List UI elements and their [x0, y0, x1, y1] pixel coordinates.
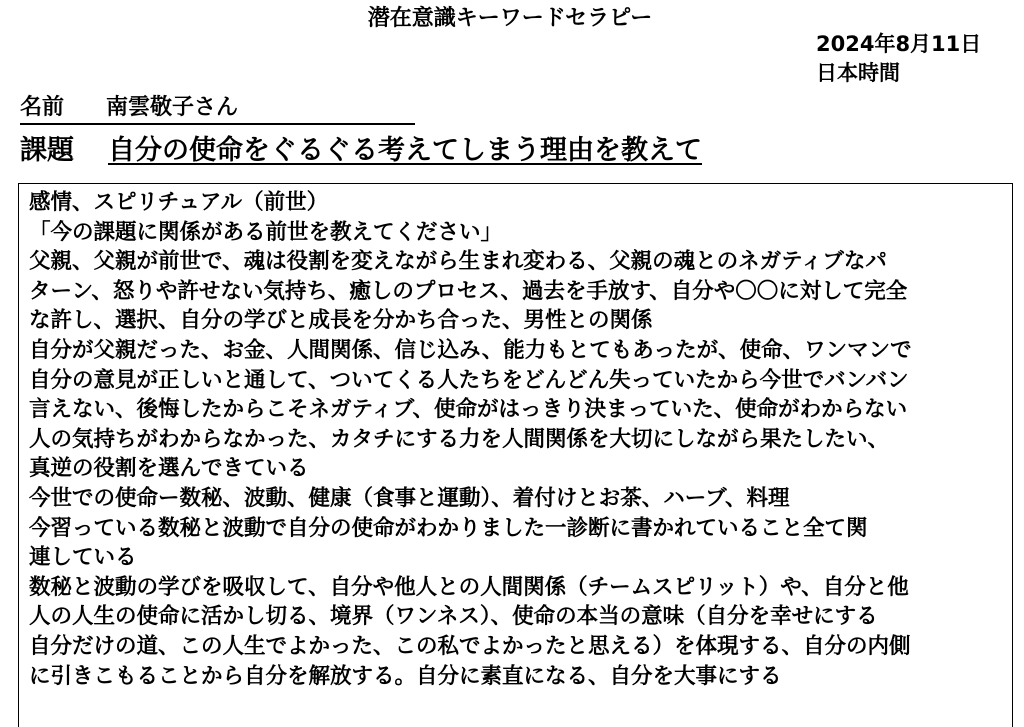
- notes-line: 自分の意見が正しいと通して、ついてくる人たちをどんどん失っていたから今世でバンバン: [29, 367, 909, 393]
- notes-line: 自分だけの道、この人生でよかった、この私でよかったと思える）を体現する、自分の内側: [29, 633, 911, 659]
- session-date: 2024年8月11日: [816, 32, 982, 56]
- notes-line: 数秘と波動の学びを吸収して、自分や他人との人間関係（チームスピリット）や、自分と他: [29, 574, 909, 600]
- session-notes-box: [18, 183, 1013, 727]
- topic-row: [20, 132, 702, 170]
- notes-line: な許し、選択、自分の学びと成長を分かち合った、男性との関係: [29, 308, 653, 334]
- notes-line: 言えない、後悔したからこそネガティブ、使命がはっきり決まっていた、使命がわからない: [29, 397, 908, 423]
- topic-label: 課題: [20, 135, 74, 166]
- notes-line: 今習っている数秘と波動で自分の使命がわかりました一診断に書かれていること全て関: [29, 515, 868, 541]
- name-label: 名前: [20, 95, 65, 120]
- notes-line: 父親、父親が前世で、魂は役割を変えながら生まれ変わる、父親の魂とのネガティブなパ: [29, 249, 887, 275]
- notes-line: 感情、スピリチュアル（前世）: [29, 190, 329, 215]
- client-name: 南雲敬子さん: [106, 95, 239, 120]
- topic-text: 自分の使命をぐるぐる考えてしまう理由を教えて: [108, 135, 702, 166]
- notes-line: 今世での使命ー数秘、波動、健康（食事と運動）、着付けとお茶、ハーブ、料理: [29, 485, 790, 511]
- document-title: 潜在意識キーワードセラピー: [367, 6, 653, 31]
- notes-line: 「今の課題に関係がある前世を教えてください」: [29, 219, 503, 245]
- notes-line: 真逆の役割を選んできている: [29, 456, 309, 482]
- session-timezone: 日本時間: [816, 61, 900, 85]
- notes-line: 人の気持ちがわからなかった、カタチにする力を人間関係を大切にしながら果たしたい、: [29, 426, 890, 452]
- notes-line: ターン、怒りや許せない気持ち、癒しのプロセス、過去を手放す、自分や〇〇に対して完全: [29, 278, 908, 304]
- notes-line: 人の人生の使命に活かし切る、境界（ワンネス）、使命の本当の意味（自分を幸せにする: [29, 604, 878, 630]
- notes-line: 自分が父親だった、お金、人間関係、信じ込み、能力もとてもあったが、使命、ワンマンで: [29, 337, 912, 363]
- client-name-row: [20, 93, 415, 125]
- notes-line: に引きこもることから自分を解放する。自分に素直になる、自分を大事にする: [29, 663, 782, 689]
- notes-line: 連している: [29, 545, 137, 571]
